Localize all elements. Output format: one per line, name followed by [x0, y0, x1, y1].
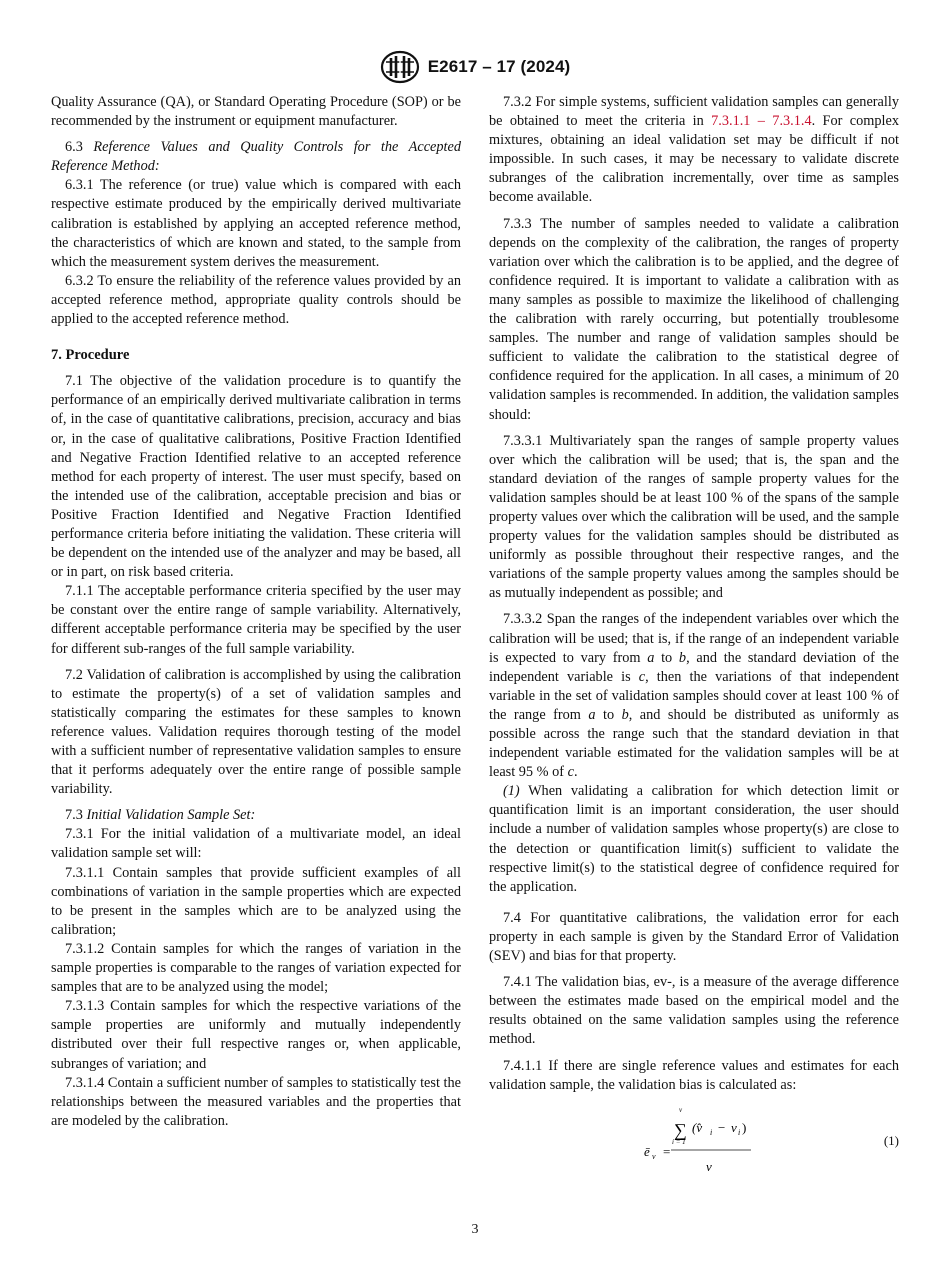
section-7-3-1: 7.3.1 For the initial validation of a multivariate model, an ideal validation sample set will: — [51, 826, 461, 862]
eq-v: v — [731, 1119, 737, 1135]
equation-1 — [489, 1103, 899, 1181]
var-b: b — [678, 649, 687, 666]
section-7-heading: 7. Procedure — [51, 347, 130, 364]
section-7-3-1-4: 7.3.1.4 Contain a sufficient number of samples to statistically test the relationships between the measured variables and the properties that are modeled by the calibration. — [51, 1074, 461, 1129]
eq-minus: − — [718, 1119, 726, 1135]
section-7-4-1-1: 7.4.1.1 If there are single reference values and estimates for each validation sample, the validation bias is calculated as: — [489, 1057, 899, 1093]
section-7-3 — [51, 806, 461, 825]
section-7-3-title: Initial Validation Sample Set: — [86, 807, 256, 824]
section-7-3-1-2: 7.3.1.2 Contain samples for which the ranges of variation in the sample properties is comparable to the ranges of variation expected for samples that are to be analyzed using the model; — [51, 940, 461, 996]
var-a-2: a — [588, 706, 596, 723]
s7332-text-d: , and should be distributed as uniformly as possible across the range such that the standard deviation in that independent variable estimated for the validation samples will be at least 95 % of — [489, 706, 899, 781]
section-7-2: 7.2 Validation of calibration is accomplished by using the calibration to estimate the property(s) of a set of validation samples and statistically comparing the estimates for these samples to known reference values. Validation requires thorough testing of the model with a sufficient number of representative validation samples to ensure that it performs adequately over the entire range of possible sample variability. — [51, 666, 461, 798]
var-b-2: b — [621, 706, 629, 723]
section-6-3-title: Reference Values and Quality Controls for the Accepted Reference Method: — [51, 139, 462, 175]
item-1-text: When validating a calibration for which detection limit or quantification limit is an important consideration, the user should include a number of validation samples whose property(s) are close to the detection or quantification limit(s) sufficient to validate the respective limit(s) to the statistical degree of confidence required for the application. — [489, 783, 899, 895]
section-7-1-1: 7.1.1 The acceptable performance criteria specified by the user may be constant over the entire range of sample variability. Alternatively, different acceptable performance criteria may be specified by the user for different sub-ranges of the full sample variability. — [51, 583, 461, 657]
s7332-text-b: , and the standard deviation of the independent variable is — [489, 649, 900, 685]
eq-equals: = — [663, 1143, 671, 1159]
eq-denom: v — [706, 1158, 712, 1174]
section-7-4: 7.4 For quantitative calibrations, the validation error for each property in each sample is given by the Standard Error of Validation (SEV) and bias for that property. — [489, 909, 899, 965]
section-7-4-1: 7.4.1 The validation bias, ev-, is a measure of the average difference between the estimates made based on the empirical model and the results obtained on the same validation samples using the reference method. — [489, 974, 899, 1048]
section-6-3-number: 6.3 — [65, 139, 94, 156]
section-7-3-1-1: 7.3.1.1 Contain samples that provide sufficient examples of all combinations of variation in the sample properties which are expected to be present in the samples which are to be analyzed using the calibration; — [51, 864, 461, 938]
eq-numer-sub: i — [710, 1127, 713, 1137]
section-7-3-number: 7.3 — [65, 807, 87, 824]
section-7-3-1-3: 7.3.1.3 Contain samples for which the respective variations of the sample properties are uniformly and mutually independently distributed over their full respective ranges or, when applicable, subranges of variation; and — [51, 998, 461, 1072]
item-1 — [489, 782, 899, 897]
section-6-3 — [51, 138, 461, 176]
section-7-3-3-1: 7.3.3.1 Multivariately span the ranges of sample property values over which the calibration will be used; that is, the span and the standard deviation of the ranges of sample property values for the validation samples should be at least 100 % of the spans of the sample property values over which the calibration will be used, and the sample property values for the validation samples should be distributed as uniformly as possible throughout their respective ranges, and the variations of the sample property values among the samples should be as mutually independent as possible; and — [489, 432, 899, 602]
section-7-3-2-text-b: . For complex mixtures, obtaining an ideal validation set may be difficult if not impossible. In such cases, it may be necessary to validate discrete subranges of the calibration incrementally, over time as samples become available. — [489, 113, 899, 206]
right-column — [489, 93, 899, 1181]
standard-designation: E2617 – 17 (2024) — [427, 57, 571, 76]
var-a: a — [647, 649, 655, 666]
astm-logo-icon — [380, 50, 420, 84]
section-7-3-2 — [489, 93, 899, 208]
s7332-text-a: 7.3.3.2 Span the ranges of the independent variables over which the calibration will be used; that is, if the range of an independent variable is expected to vary from — [489, 611, 899, 666]
item-1-label: (1) — [503, 783, 520, 800]
cross-reference-link[interactable]: 7.3.1.1 – 7.3.1.4 — [711, 113, 812, 130]
period: . — [573, 764, 578, 781]
equation-1-formula — [489, 1103, 789, 1181]
eq-sum-lower: i = 1 — [672, 1137, 686, 1146]
section-7-3-2-text-a: 7.3.2 For simple systems, sufficient validation samples can generally be obtained to meet the criteria in — [489, 94, 899, 130]
paragraph-continued: Quality Assurance (QA), or Standard Operating Procedure (SOP) or be recommended by the instrument or equipment manufacturer. — [51, 94, 461, 130]
to-word: to — [654, 649, 679, 666]
page-number: 3 — [471, 1222, 479, 1237]
to-word-2: to — [595, 706, 622, 723]
eq-sigma: ∑ — [674, 1119, 687, 1140]
eq-numer: (v̂ — [692, 1119, 703, 1135]
equation-number: (1) — [883, 1132, 899, 1148]
section-6-3-2: 6.3.2 To ensure the reliability of the reference values provided by an accepted reference method, appropriate quality controls should be applied to the accepted reference method. — [51, 272, 461, 328]
section-7-3-3-2 — [489, 610, 899, 782]
section-6-3-1: 6.3.1 The reference (or true) value which is compared with each respective estimate produced by the empirically derived multivariate calibration is established by applying an accepted reference method, the characteristics of which are known and stated, to the sample from which the measurement system derives the measurement. — [51, 177, 461, 270]
var-c: c — [638, 668, 646, 685]
eq-lhs: ē — [644, 1143, 650, 1159]
section-7-1: 7.1 The objective of the validation procedure is to quantify the performance of an empirically derived multivariate calibration in terms of, in the case of quantitative calibrations, precision, accuracy and bias or, in the case of qualitative calibrations, Positive Fraction Identified and Negative Fraction Identified relative to an accepted reference method for each property of interest. The user must specify, based on the intended use of the calibration, acceptable precision and bias or Positive Fraction Identified and Negative Fraction Identified performance criteria before initiating the validation. These criteria will be dependent on the intended use of the analyzer and may be based, all or in part, on risk based criteria. — [51, 373, 461, 581]
page-header — [0, 50, 950, 84]
var-c-2: c — [567, 764, 574, 781]
section-7-3-3: 7.3.3 The number of samples needed to validate a calibration depends on the complexity of the calibration, the ranges of property variation over which the calibration is to be applied, and the degree of confidence required. It is important to validate a calibration with as many samples as possible to maximize the likelihood of challenging the calibration with rarely occurring, but potentially troublesome samples. The number and range of validation samples should be sufficient to validate the calibration to the statistical degree of confidence required for the application. In all cases, a minimum of 20 validation samples is recommended. In addition, the validation samples should: — [489, 215, 899, 423]
eq-v-sub: i — [738, 1127, 741, 1137]
eq-lhs-sub: v — [652, 1151, 656, 1161]
s7332-text-c: , then the variations of that independent variable in the set of validation samples should cover at least 100 % of the range from — [489, 668, 899, 723]
eq-sum-upper: v — [679, 1105, 683, 1114]
eq-close: ) — [742, 1119, 747, 1135]
left-column — [51, 93, 461, 1131]
